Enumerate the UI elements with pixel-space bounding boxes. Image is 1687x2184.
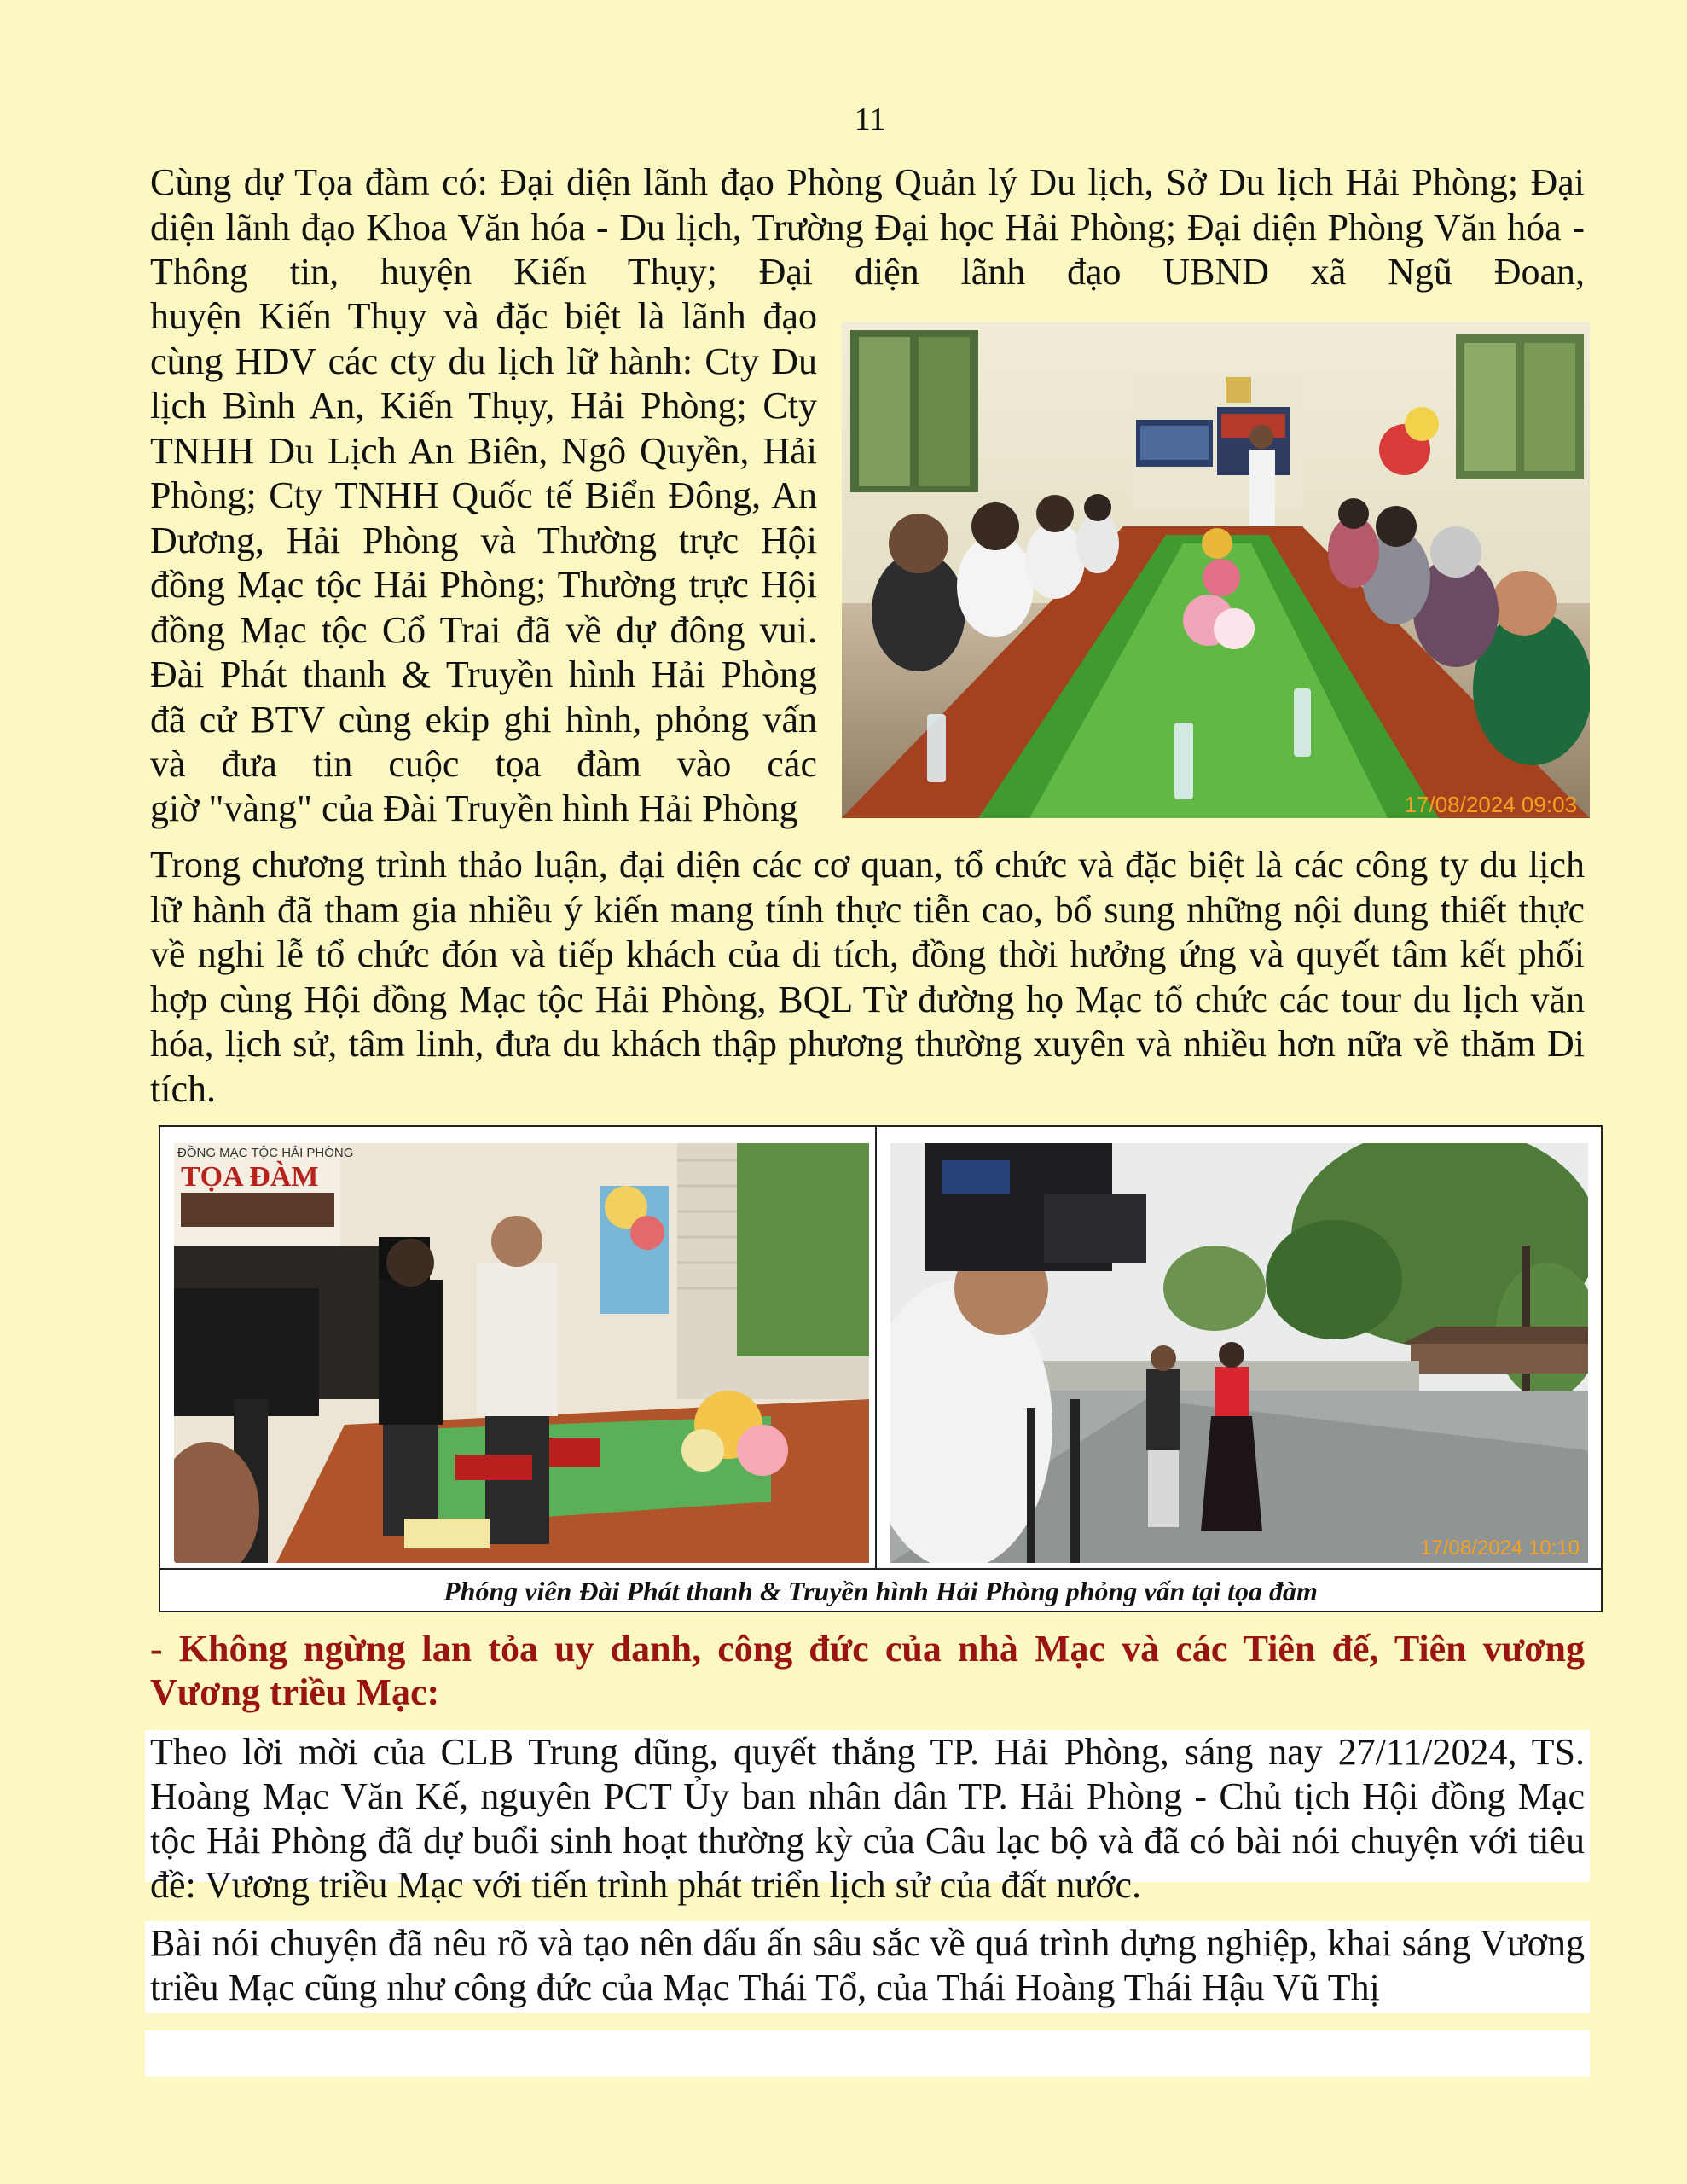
banner-top-text: ĐỒNG MẠC TỘC HẢI PHÒNG (177, 1146, 354, 1160)
outdoor-photo-timestamp: 17/08/2024 10:10 (1420, 1536, 1580, 1560)
table-divider (875, 1127, 877, 1570)
page-number: 11 (854, 102, 886, 137)
section-heading: - Không ngừng lan tỏa uy danh, công đức của nhà Mạc và các Tiên đế, Tiên vương Vương triều Mạc: (150, 1628, 1585, 1713)
meeting-photo-timestamp: 17/08/2024 09:03 (1404, 792, 1577, 817)
blank-highlight-box (145, 2030, 1590, 2077)
photo-caption: Phóng viên Đài Phát thanh & Truyền hình Hải Phòng phỏng vấn tại tọa đàm (443, 1576, 1318, 1606)
table-caption-line (160, 1568, 1601, 1570)
talk-summary-paragraph: Bài nói chuyện đã nêu rõ và tạo nên dấu ấn sâu sắc về quá trình dựng nghiệp, khai sáng Vương triều Mạc cũng như công đức của Mạc Thái Tổ, của Thái Hoàng Thái Hậu Vũ Thị (150, 1922, 1585, 2008)
talk-summary-paragraph-box (145, 1921, 1590, 2013)
intro-paragraph-last-line: giờ "vàng" của Đài Truyền hình Hải Phòng (150, 787, 798, 829)
club-talk-paragraph: Theo lời mời của CLB Trung dũng, quyết thắng TP. Hải Phòng, sáng nay 27/11/2024, TS. Hoàng Mạc Văn Kế, nguyên PCT Ủy ban nhân dân TP. Hải Phòng - Chủ tịch Hội đồng Mạc tộc Hải Phòng đã dự buổi sinh hoạt thường kỳ của Câu lạc bộ và đã có bài nói chuyện với tiêu đề: Vương triều Mạc với tiến trình phát triển lịch sử của đất nước. (150, 1731, 1585, 1906)
interview-photo-indoor (174, 1143, 869, 1563)
meeting-photo (842, 322, 1590, 818)
intro-paragraph: Cùng dự Tọa đàm có: Đại diện lãnh đạo Phòng Quản lý Du lịch, Sở Du lịch Hải Phòng; Đại diện lãnh đạo Khoa Văn hóa - Du lịch, Trường Đại học Hải Phòng; Đại diện Phòng Văn hóa - Thông tin, huyện Kiến Thụy; Đại diện lãnh đạo UBND xã Ngũ Đoan, (150, 161, 1585, 293)
discussion-paragraph: Trong chương trình thảo luận, đại diện các cơ quan, tổ chức và đặc biệt là các công ty du lịch lữ hành đã tham gia nhiều ý kiến mang tính thực tiễn cao, bổ sung những nội dung thiết thực về nghi lễ tổ chức đón và tiếp khách của di tích, đồng thời hưởng ứng và quyết tâm kết phối hợp cùng Hội đồng Mạc tộc Hải Phòng, BQL Từ đường họ Mạc tổ chức các tour du lịch văn hóa, lịch sử, tâm linh, đưa du khách thập phương thường xuyên và nhiều hơn nữa về thăm Di tích. (150, 844, 1585, 1110)
interview-photo-outdoor (890, 1143, 1588, 1563)
photo-table (159, 1125, 1603, 1612)
intro-paragraph-wrapped: huyện Kiến Thụy và đặc biệt là lãnh đạo cùng HDV các cty du lịch lữ hành: Cty Du lịch Bình An, Kiến Thụy, Hải Phòng; Cty TNHH Du Lịch An Biên, Ngô Quyền, Hải Phòng; Cty TNHH Quốc tế Biển Đông, An Dương, Hải Phòng và Thường trực Hội đồng Mạc tộc Hải Phòng; Thường trực Hội đồng Mạc tộc Cổ Trai đã về dự đông vui. Đài Phát thanh & Truyền hình Hải Phòng đã cử BTV cùng ekip ghi hình, phỏng vấn và đưa tin cuộc tọa đàm vào các (150, 295, 817, 785)
club-talk-paragraph-box (145, 1730, 1590, 1906)
banner-title-text: TỌA ĐÀM (181, 1161, 319, 1193)
